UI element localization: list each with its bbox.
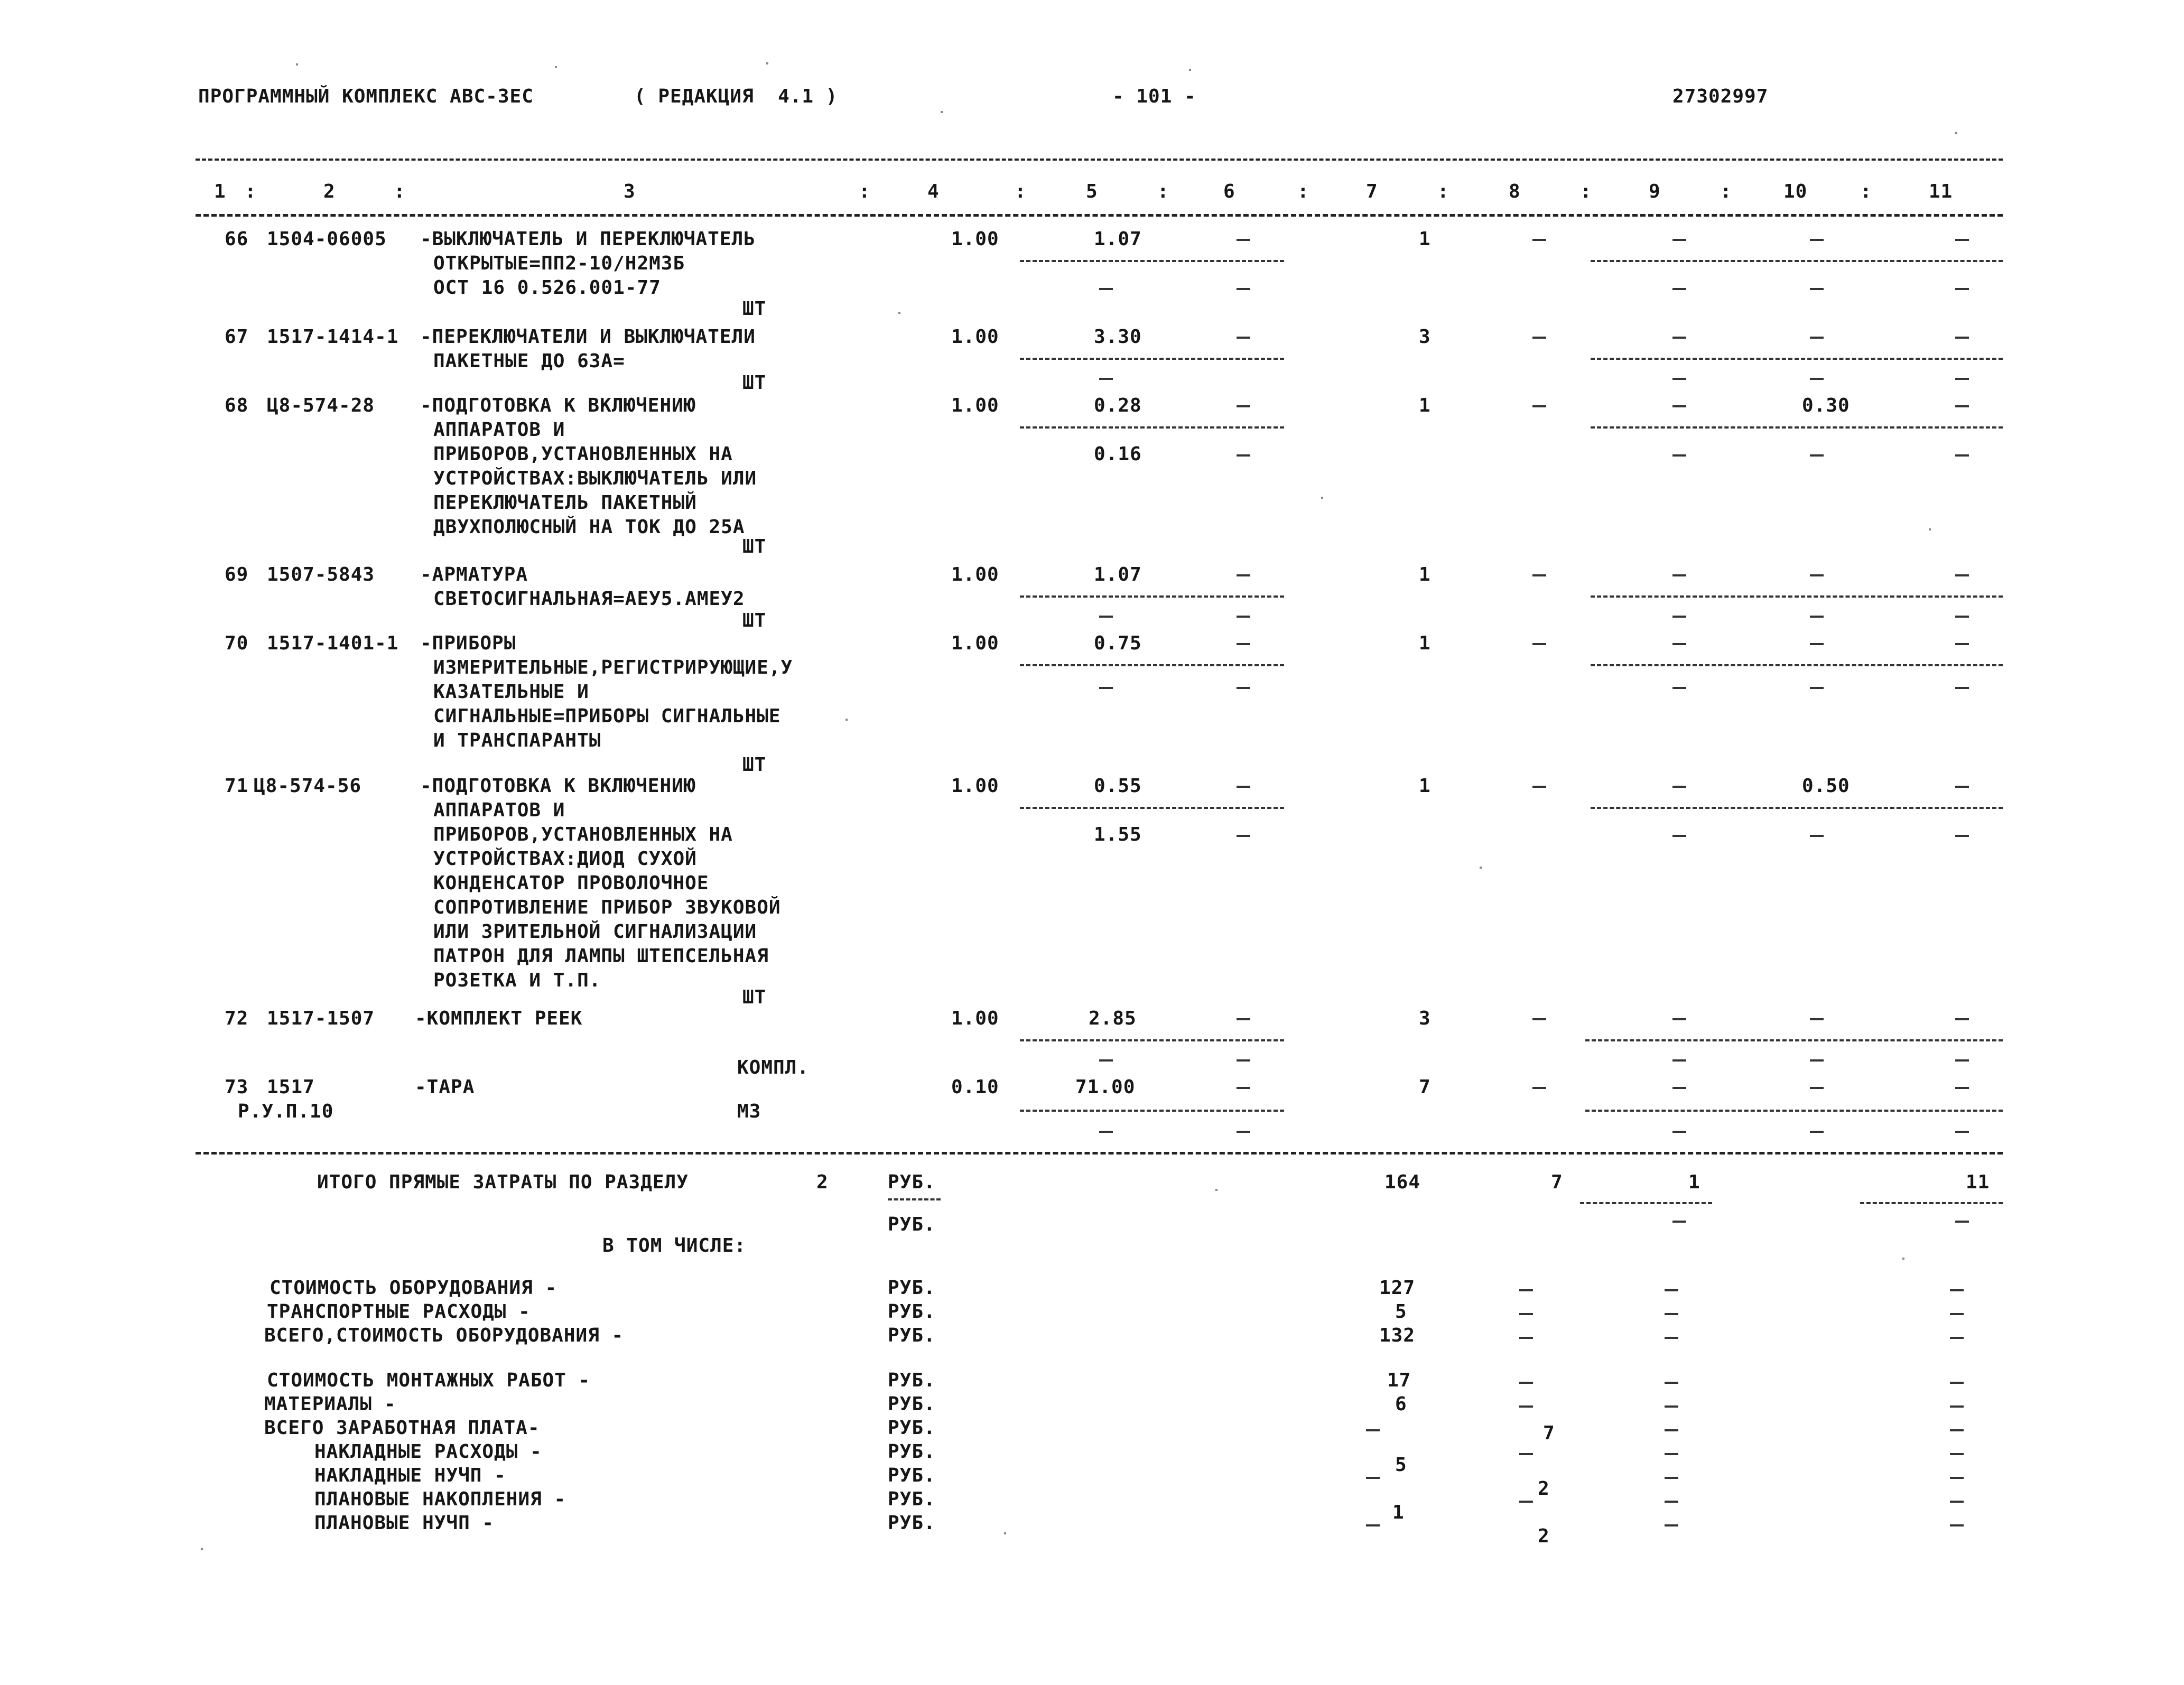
row-number: 69 bbox=[225, 564, 249, 585]
row-qty: 1.00 bbox=[951, 564, 999, 585]
row-unit: ШТ bbox=[742, 610, 767, 631]
row-desc-line: -АРМАТУРА bbox=[420, 564, 528, 585]
row-desc-line: КОНДЕНСАТОР ПРОВОЛОЧНОЕ bbox=[433, 872, 709, 894]
summary-col7: 132 bbox=[1379, 1325, 1416, 1346]
column-number-4: 4 bbox=[927, 181, 940, 202]
total-col8: 7 bbox=[1551, 1171, 1563, 1193]
row-code-secondary: Р.У.П.10 bbox=[238, 1101, 334, 1122]
row-col7: 3 bbox=[1419, 1008, 1431, 1029]
summary-label: ВСЕГО ЗАРАБОТНАЯ ПЛАТА- bbox=[264, 1417, 540, 1439]
document-page: ПРОГРАММНЫЙ КОМПЛЕКС АВС-3ЕС ( РЕДАКЦИЯ 4.1 ) - 101 - 27302997 1 : 2 : 3 : 4 : 5 : 6 : 7 : 8 : 9 : 10 : 11 66 1504-06005 -ВЫКЛЮЧАТЕЛЬ И ПЕРЕКЛЮЧАТЕЛЬ ОТКРЫТЫЕ=ПП2-10/Н2М3Б ОСТ 16 0.526.001-77 ШТ 1.00 1.07 1 67 1517-1414-1 -ПЕРЕКЛЮЧАТЕЛИ И ВЫКЛЮЧАТЕЛИ ПАКЕТНЫЕ ДО 6ЗА= ШТ 1.00 3.30 3 68 Ц8-574-28 -ПОДГОТОВКА К ВКЛЮЧЕНИЮ АППАРАТОВ И ПРИБОРОВ,УСТАНОВЛЕННЫХ НА УСТРОЙСТВАХ:ВЫКЛЮЧАТЕЛЬ ИЛИ ПЕРЕКЛЮЧАТЕЛЬ ПАКЕТНЫЙ ДВУХПОЛЮСНЫЙ НА ТОК ДО 25А ШТ 1.00 0.28 0.16 1 0.30 69 1507-5843 -АРМАТУРА СВЕТОСИГНАЛЬНАЯ=АЕУ5.АМЕУ2 ШТ 1.00 1.07 1 70 1517-1401-1 -ПРИБОРЫ ИЗМЕРИТЕЛЬНЫЕ,РЕГИСТРИРУЮЩИЕ,У КАЗАТЕЛЬНЫЕ И СИГНАЛЬНЫЕ=ПРИБОРЫ СИГНАЛЬНЫЕ И ТРАНСПАРАНТЫ ШТ 1.00 0.75 1 71 Ц8-574-56 -ПОДГОТОВКА К ВКЛЮЧЕНИЮ АППАРАТОВ И ПРИБОРОВ,УСТАНОВЛЕННЫХ НА УСТРОЙСТВАХ:ДИОД СУХОЙ КОНДЕНСАТОР ПРОВОЛОЧНОЕ СОПРОТИВЛЕНИЕ ПРИБОР ЗВУКОВОЙ ИЛИ ЗРИТЕЛЬНОЙ СИГНАЛИЗАЦИИ ПАТРОН ДЛЯ ЛАМПЫ ШТЕПСЕЛЬНАЯ РОЗЕТКА И Т.П. ШТ 1.00 0.55 1.55 1 0.50 72 1517-1507 -КОМПЛЕКТ РЕЕК КОМПЛ. 1.00 2.85 3 73 1517 Р.У.П.10 -ТАРА М3 0.10 71.00 7 ИТОГО ПРЯМЫЕ ЗАТРАТЫ ПО РАЗДЕЛУ 2 РУБ. РУБ. 164 7 1 11 В ТОМ ЧИСЛЕ: СТОИМОСТЬ ОБОРУДОВАНИЯ - РУБ. 127 ТРАНСПОРТНЫЕ РАСХОДЫ - РУБ. 5 ВСЕГО,СТОИМОСТЬ ОБОРУДОВАНИЯ - РУБ. 132 СТОИМОСТЬ МОНТАЖНЫХ РАБОТ - РУБ. 17 МАТЕРИАЛЫ - РУБ. 6 ВСЕГО ЗАРАБОТНАЯ ПЛАТА- РУБ. 7 НАКЛАДНЫЕ РАСХОДЫ - РУБ. 5 НАКЛАДНЫЕ НУЧП - РУБ. 2 ПЛАНОВЫЕ НАКОПЛЕНИЯ - РУБ. 1 ПЛАНОВЫЕ НУЧП - РУБ. 2 bbox=[0, 0, 2184, 1685]
total-section: 2 bbox=[816, 1171, 829, 1193]
row-desc-line: РОЗЕТКА И Т.П. bbox=[433, 970, 601, 991]
row-desc-line: ПРИБОРОВ,УСТАНОВЛЕННЫХ НА bbox=[433, 443, 733, 465]
summary-col7: 1 bbox=[1392, 1502, 1405, 1523]
row-desc-line: ИЗМЕРИТЕЛЬНЫЕ,РЕГИСТРИРУЮЩИЕ,У bbox=[433, 657, 793, 678]
summary-unit: РУБ. bbox=[888, 1301, 936, 1323]
row-col7: 1 bbox=[1419, 564, 1431, 585]
row-qty: 1.00 bbox=[951, 326, 999, 348]
column-number-2: 2 bbox=[323, 181, 336, 202]
row-qty: 1.00 bbox=[951, 775, 999, 797]
row-col7: 1 bbox=[1419, 632, 1431, 654]
row-qty: 1.00 bbox=[951, 632, 999, 654]
row-desc-line: ПАКЕТНЫЕ ДО 6ЗА= bbox=[433, 350, 625, 372]
column-number-1: 1 bbox=[214, 181, 226, 202]
summary-col7: 5 bbox=[1395, 1454, 1407, 1476]
row-unit: КОМПЛ. bbox=[737, 1057, 810, 1078]
summary-col7: 5 bbox=[1395, 1301, 1407, 1323]
row-desc-line: ИЛИ ЗРИТЕЛЬНОЙ СИГНАЛИЗАЦИИ bbox=[433, 921, 757, 943]
row-number: 68 bbox=[225, 395, 249, 416]
summary-label: ПЛАНОВЫЕ НАКОПЛЕНИЯ - bbox=[314, 1488, 566, 1510]
row-qty: 1.00 bbox=[951, 1008, 999, 1029]
summary-col8: 2 bbox=[1538, 1525, 1550, 1547]
column-number-7: 7 bbox=[1366, 181, 1378, 202]
row-price: 0.55 bbox=[1094, 775, 1142, 797]
row-desc-line: ПЕРЕКЛЮЧАТЕЛЬ ПАКЕТНЫЙ bbox=[433, 492, 697, 514]
summary-col7: 6 bbox=[1395, 1393, 1407, 1415]
row-desc-line: И ТРАНСПАРАНТЫ bbox=[433, 730, 601, 751]
row-desc-line: -ПОДГОТОВКА К ВКЛЮЧЕНИЮ bbox=[420, 775, 696, 797]
row-unit: ШТ bbox=[742, 754, 767, 776]
row-desc-line: -ПЕРЕКЛЮЧАТЕЛИ И ВЫКЛЮЧАТЕЛИ bbox=[420, 326, 756, 348]
header-rule-bottom bbox=[196, 214, 2003, 217]
row-desc-line: СВЕТОСИГНАЛЬНАЯ=АЕУ5.АМЕУ2 bbox=[433, 588, 745, 610]
row-desc-line: ОТКРЫТЫЕ=ПП2-10/Н2М3Б bbox=[433, 253, 685, 274]
row-price-secondary: 1.55 bbox=[1094, 824, 1142, 845]
summary-unit: РУБ. bbox=[888, 1488, 936, 1510]
row-price: 0.75 bbox=[1094, 632, 1142, 654]
total-col7: 164 bbox=[1384, 1171, 1421, 1193]
row-price: 1.07 bbox=[1094, 228, 1142, 250]
summary-unit: РУБ. bbox=[888, 1325, 936, 1346]
row-desc-line: ОСТ 16 0.526.001-77 bbox=[433, 277, 661, 299]
summary-col7: 17 bbox=[1387, 1370, 1411, 1391]
row-number: 67 bbox=[225, 326, 249, 348]
row-price-secondary: 0.16 bbox=[1094, 443, 1142, 465]
summary-unit: РУБ. bbox=[888, 1441, 936, 1463]
row-code: 1517-1414-1 bbox=[267, 326, 399, 348]
summary-label: СТОИМОСТЬ МОНТАЖНЫХ РАБОТ - bbox=[267, 1370, 591, 1391]
program-title: ПРОГРАММНЫЙ КОМПЛЕКС АВС-3ЕС bbox=[198, 86, 534, 107]
row-unit: ШТ bbox=[742, 298, 767, 320]
row-desc-line: КАЗАТЕЛЬНЫЕ И bbox=[433, 681, 589, 703]
row-number: 71 bbox=[225, 775, 249, 797]
row-number: 66 bbox=[225, 228, 249, 250]
including-heading: В ТОМ ЧИСЛЕ: bbox=[602, 1235, 747, 1256]
row-col7: 7 bbox=[1419, 1076, 1431, 1098]
summary-col8: 2 bbox=[1538, 1478, 1550, 1500]
row-code: Ц8-574-56 bbox=[254, 775, 362, 797]
summary-label: НАКЛАДНЫЕ РАСХОДЫ - bbox=[314, 1441, 542, 1463]
row-desc-line: АППАРАТОВ И bbox=[433, 799, 565, 821]
summary-unit: РУБ. bbox=[888, 1393, 936, 1415]
row-desc-line: ПРИБОРОВ,УСТАНОВЛЕННЫХ НА bbox=[433, 824, 733, 845]
row-desc-line: ПАТРОН ДЛЯ ЛАМПЫ ШТЕПСЕЛЬНАЯ bbox=[433, 945, 769, 967]
row-code: 1507-5843 bbox=[267, 564, 375, 585]
row-price: 2.85 bbox=[1089, 1008, 1137, 1029]
summary-unit: РУБ. bbox=[888, 1277, 936, 1299]
section-rule bbox=[196, 1152, 2003, 1155]
row-code: 1517 bbox=[267, 1076, 315, 1098]
row-col10: 0.30 bbox=[1802, 395, 1850, 416]
row-col7: 3 bbox=[1419, 326, 1431, 348]
row-col7: 1 bbox=[1419, 395, 1431, 416]
edition-label: ( РЕДАКЦИЯ 4.1 ) bbox=[634, 86, 838, 107]
row-price: 0.28 bbox=[1094, 395, 1142, 416]
total-unit-secondary: РУБ. bbox=[888, 1214, 936, 1235]
summary-label: МАТЕРИАЛЫ - bbox=[264, 1393, 396, 1415]
row-number: 72 bbox=[225, 1008, 249, 1029]
row-qty: 1.00 bbox=[951, 228, 999, 250]
row-qty: 1.00 bbox=[951, 395, 999, 416]
header-rule-top bbox=[196, 159, 2003, 161]
row-code: 1517-1507 bbox=[267, 1008, 375, 1029]
summary-label: ТРАНСПОРТНЫЕ РАСХОДЫ - bbox=[267, 1301, 531, 1323]
summary-unit: РУБ. bbox=[888, 1417, 936, 1439]
column-number-6: 6 bbox=[1223, 181, 1235, 202]
summary-label: СТОИМОСТЬ ОБОРУДОВАНИЯ - bbox=[269, 1277, 557, 1299]
summary-unit: РУБ. bbox=[888, 1512, 936, 1534]
page-number: - 101 - bbox=[1112, 86, 1196, 107]
row-number: 73 bbox=[225, 1076, 249, 1098]
row-code: 1517-1401-1 bbox=[267, 632, 399, 654]
row-price: 3.30 bbox=[1094, 326, 1142, 348]
row-col7: 1 bbox=[1419, 228, 1431, 250]
column-number-9: 9 bbox=[1649, 181, 1661, 202]
summary-unit: РУБ. bbox=[888, 1465, 936, 1486]
total-col9: 1 bbox=[1688, 1171, 1700, 1193]
column-number-5: 5 bbox=[1086, 181, 1098, 202]
column-number-3: 3 bbox=[624, 181, 636, 202]
row-desc-line: СИГНАЛЬНЫЕ=ПРИБОРЫ СИГНАЛЬНЫЕ bbox=[433, 705, 781, 727]
row-desc-line: УСТРОЙСТВАХ:ДИОД СУХОЙ bbox=[433, 848, 697, 870]
row-desc-line: -ВЫКЛЮЧАТЕЛЬ И ПЕРЕКЛЮЧАТЕЛЬ bbox=[420, 228, 756, 250]
summary-label: ПЛАНОВЫЕ НУЧП - bbox=[314, 1512, 495, 1534]
row-desc-line: УСТРОЙСТВАХ:ВЫКЛЮЧАТЕЛЬ ИЛИ bbox=[433, 468, 757, 489]
row-price: 71.00 bbox=[1075, 1076, 1136, 1098]
summary-col8: 7 bbox=[1543, 1422, 1555, 1444]
column-number-11: 11 bbox=[1929, 181, 1953, 202]
row-col10: 0.50 bbox=[1802, 775, 1850, 797]
total-label: ИТОГО ПРЯМЫЕ ЗАТРАТЫ ПО РАЗДЕЛУ bbox=[317, 1171, 689, 1193]
row-unit: ШТ bbox=[742, 372, 767, 394]
document-id: 27302997 bbox=[1672, 86, 1769, 107]
summary-unit: РУБ. bbox=[888, 1370, 936, 1391]
row-unit: ШТ bbox=[742, 986, 767, 1008]
row-code: Ц8-574-28 bbox=[267, 395, 375, 416]
row-number: 70 bbox=[225, 632, 249, 654]
row-desc-line: АППАРАТОВ И bbox=[433, 419, 565, 441]
row-desc-line: -ПОДГОТОВКА К ВКЛЮЧЕНИЮ bbox=[420, 395, 696, 416]
summary-col7: 127 bbox=[1379, 1277, 1416, 1299]
row-desc-line: -КОМПЛЕКТ РЕЕК bbox=[415, 1008, 583, 1029]
row-desc-line: -ТАРА bbox=[415, 1076, 475, 1098]
row-code: 1504-06005 bbox=[267, 228, 387, 250]
row-unit: ШТ bbox=[742, 536, 767, 557]
column-number-8: 8 bbox=[1509, 181, 1521, 202]
row-desc-line: СОПРОТИВЛЕНИЕ ПРИБОР ЗВУКОВОЙ bbox=[433, 897, 781, 918]
row-desc-line: ДВУХПОЛЮСНЫЙ НА ТОК ДО 25А bbox=[433, 516, 745, 538]
total-unit: РУБ. bbox=[888, 1171, 936, 1193]
summary-label: ВСЕГО,СТОИМОСТЬ ОБОРУДОВАНИЯ - bbox=[264, 1325, 624, 1346]
row-unit: М3 bbox=[737, 1101, 761, 1122]
row-qty: 0.10 bbox=[951, 1076, 999, 1098]
row-col7: 1 bbox=[1419, 775, 1431, 797]
row-desc-line: -ПРИБОРЫ bbox=[420, 632, 516, 654]
summary-label: НАКЛАДНЫЕ НУЧП - bbox=[314, 1465, 506, 1486]
total-col11: 11 bbox=[1966, 1171, 1990, 1193]
column-number-10: 10 bbox=[1783, 181, 1808, 202]
row-price: 1.07 bbox=[1094, 564, 1142, 585]
